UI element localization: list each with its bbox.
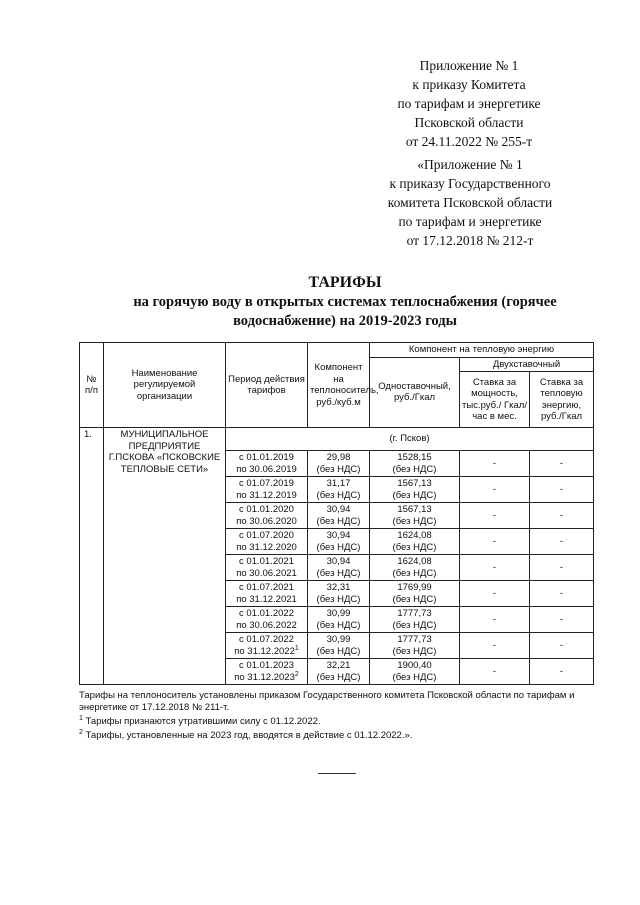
capacity-rate-cell: - [460, 581, 530, 607]
carrier-cell [308, 607, 370, 633]
carrier-vat-note: (без НДС) [316, 671, 361, 683]
row-number: 1. [80, 428, 104, 685]
capacity-rate-cell: - [460, 555, 530, 581]
period-from: с 01.01.2023 [239, 660, 294, 671]
capacity-rate-cell: - [460, 529, 530, 555]
period-to-date: по 31.12.2023 [234, 671, 295, 683]
one-part-cell [370, 633, 460, 659]
one-part-cell [370, 581, 460, 607]
carrier-value: 30,99 [326, 608, 351, 619]
carrier-cell [308, 451, 370, 477]
header-capacity-rate: Ставка за мощность, тыс.руб./ Гкал/час в мес. [460, 372, 530, 428]
subtitle-line: водоснабжение) на 2019-2023 годы [233, 313, 457, 329]
header-organization: Наименование регулируемой организации [104, 343, 226, 428]
carrier-cell [308, 659, 370, 685]
one-part-vat-note: (без НДС) [392, 593, 437, 605]
period-to [228, 672, 305, 684]
one-part-cell [370, 555, 460, 581]
period-to-date: по 30.06.2020 [236, 515, 297, 527]
subtitle-line: на горячую воду в открытых системах теплоснабжения (горячее [133, 294, 557, 310]
carrier-vat-note: (без НДС) [316, 593, 361, 605]
carrier-value: 29,98 [326, 452, 351, 463]
period-to-date: по 30.06.2019 [236, 463, 297, 475]
document-subtitle [60, 293, 630, 331]
one-part-vat-note: (без НДС) [392, 515, 437, 527]
appendix-line: по тарифам и энергетике [397, 96, 541, 111]
one-part-vat-note: (без НДС) [392, 463, 437, 475]
one-part-cell [370, 477, 460, 503]
footnote-ref: 2 [294, 670, 299, 678]
footnote-mark: 2 [79, 728, 83, 736]
footnote-mark: 1 [79, 714, 83, 722]
period-to [228, 542, 305, 554]
carrier-value: 31,17 [326, 478, 351, 489]
carrier-value: 32,21 [326, 660, 351, 671]
divider-line [318, 773, 356, 774]
period-to [228, 490, 305, 502]
header-num: № п/п [80, 343, 104, 428]
period-to-date: по 30.06.2022 [236, 619, 297, 631]
period-to [228, 594, 305, 606]
period-to [228, 646, 305, 658]
energy-rate-cell: - [530, 555, 594, 581]
carrier-cell [308, 633, 370, 659]
header-period: Период действия тарифов [226, 343, 308, 428]
one-part-cell [370, 451, 460, 477]
period-to-date: по 31.12.2020 [236, 541, 297, 553]
carrier-vat-note: (без НДС) [316, 619, 361, 631]
city-label: (г. Псков) [226, 428, 594, 451]
carrier-value: 30,94 [326, 530, 351, 541]
period-cell [226, 581, 308, 607]
carrier-cell [308, 555, 370, 581]
carrier-value: 30,94 [326, 556, 351, 567]
period-cell [226, 503, 308, 529]
capacity-rate-cell: - [460, 451, 530, 477]
one-part-cell [370, 607, 460, 633]
appendix-line: комитета Псковской области [387, 195, 553, 210]
period-cell [226, 555, 308, 581]
carrier-vat-note: (без НДС) [316, 567, 361, 579]
footnote-2 [79, 730, 599, 742]
energy-rate-cell: - [530, 451, 594, 477]
document-title: ТАРИФЫ [308, 274, 382, 291]
one-part-value: 1624,08 [397, 556, 432, 567]
capacity-rate-cell: - [460, 503, 530, 529]
carrier-value: 30,94 [326, 504, 351, 515]
footnote-text: Тарифы, установленные на 2023 год, вводятся в действие с 01.12.2022.». [85, 730, 413, 741]
footnote-1 [79, 716, 599, 728]
one-part-value: 1777,73 [397, 634, 432, 645]
period-from: с 01.01.2022 [239, 608, 294, 619]
carrier-vat-note: (без НДС) [316, 645, 361, 657]
carrier-vat-note: (без НДС) [316, 515, 361, 527]
appendix-current-block [364, 56, 574, 151]
period-to [228, 568, 305, 580]
period-to [228, 516, 305, 528]
period-cell [226, 607, 308, 633]
one-part-vat-note: (без НДС) [392, 671, 437, 683]
header-energy-component: Компонент на тепловую энергию [370, 343, 594, 358]
period-from: с 01.01.2019 [239, 452, 294, 463]
period-to-date: по 31.12.2022 [234, 645, 295, 657]
header-one-part-rate: Одноставочный, руб./Гкал [370, 357, 460, 428]
period-cell [226, 451, 308, 477]
energy-rate-cell: - [530, 659, 594, 685]
appendix-original-block [350, 155, 590, 250]
capacity-rate-cell: - [460, 607, 530, 633]
period-cell [226, 529, 308, 555]
one-part-vat-note: (без НДС) [392, 567, 437, 579]
energy-rate-cell: - [530, 477, 594, 503]
appendix-line: «Приложение № 1 [417, 157, 523, 172]
capacity-rate-cell: - [460, 633, 530, 659]
capacity-rate-cell: - [460, 659, 530, 685]
one-part-value: 1567,13 [397, 504, 432, 515]
period-to-date: по 30.06.2021 [236, 567, 297, 579]
period-from: с 01.01.2020 [239, 504, 294, 515]
capacity-rate-cell: - [460, 477, 530, 503]
period-cell [226, 659, 308, 685]
footnote-text: Тарифы признаются утратившими силу с 01.12.2022. [85, 716, 321, 727]
one-part-vat-note: (без НДС) [392, 645, 437, 657]
appendix-line: от 24.11.2022 № 255-т [405, 134, 533, 149]
one-part-cell [370, 659, 460, 685]
carrier-vat-note: (без НДС) [316, 541, 361, 553]
appendix-line: Псковской области [414, 115, 524, 130]
one-part-value: 1777,73 [397, 608, 432, 619]
one-part-value: 1624,08 [397, 530, 432, 541]
one-part-value: 1769,99 [397, 582, 432, 593]
energy-rate-cell: - [530, 633, 594, 659]
energy-rate-cell: - [530, 581, 594, 607]
one-part-value: 1900,40 [397, 660, 432, 671]
period-to-date: по 31.12.2021 [236, 593, 297, 605]
footnote-ref: 1 [294, 644, 299, 652]
carrier-vat-note: (без НДС) [316, 463, 361, 475]
header-energy-rate: Ставка за тепловую энергию, руб./Гкал [530, 372, 594, 428]
period-from: с 01.07.2022 [239, 634, 294, 645]
footnotes [79, 690, 599, 744]
one-part-cell [370, 529, 460, 555]
header-two-part-rate: Двухставочный [460, 357, 594, 372]
carrier-footnote: Тарифы на теплоноситель установлены приказом Государственного комитета Псковской области по тарифам и энергетике от 17.12.2018 № 211-т. [79, 690, 575, 713]
organization-name: МУНИЦИПАЛЬНОЕ ПРЕДПРИЯТИЕ Г.ПСКОВА «ПСКОВСКИЕ ТЕПЛОВЫЕ СЕТИ» [104, 428, 226, 685]
carrier-cell [308, 581, 370, 607]
appendix-line: Приложение № 1 [419, 58, 519, 73]
energy-rate-cell: - [530, 503, 594, 529]
appendix-line: к приказу Комитета [412, 77, 526, 92]
period-from: с 01.07.2019 [239, 478, 294, 489]
carrier-value: 32,31 [326, 582, 351, 593]
period-to [228, 464, 305, 476]
one-part-vat-note: (без НДС) [392, 541, 437, 553]
period-cell [226, 477, 308, 503]
period-from: с 01.07.2021 [239, 582, 294, 593]
energy-rate-cell: - [530, 529, 594, 555]
period-from: с 01.01.2021 [239, 556, 294, 567]
period-to [228, 620, 305, 632]
one-part-vat-note: (без НДС) [392, 489, 437, 501]
carrier-cell [308, 477, 370, 503]
appendix-line: по тарифам и энергетике [398, 214, 542, 229]
appendix-line: к приказу Государственного [389, 176, 551, 191]
one-part-vat-note: (без НДС) [392, 619, 437, 631]
carrier-value: 30,99 [326, 634, 351, 645]
carrier-cell [308, 529, 370, 555]
period-from: с 01.07.2020 [239, 530, 294, 541]
header-carrier-component: Компонент на теплоноситель, руб./куб.м [308, 343, 370, 428]
one-part-cell [370, 503, 460, 529]
period-to-date: по 31.12.2019 [236, 489, 297, 501]
carrier-cell [308, 503, 370, 529]
tariff-table [79, 342, 594, 685]
carrier-vat-note: (без НДС) [316, 489, 361, 501]
appendix-line: от 17.12.2018 № 212-т [406, 233, 534, 248]
one-part-value: 1528,15 [397, 452, 432, 463]
period-cell [226, 633, 308, 659]
one-part-value: 1567,13 [397, 478, 432, 489]
energy-rate-cell: - [530, 607, 594, 633]
